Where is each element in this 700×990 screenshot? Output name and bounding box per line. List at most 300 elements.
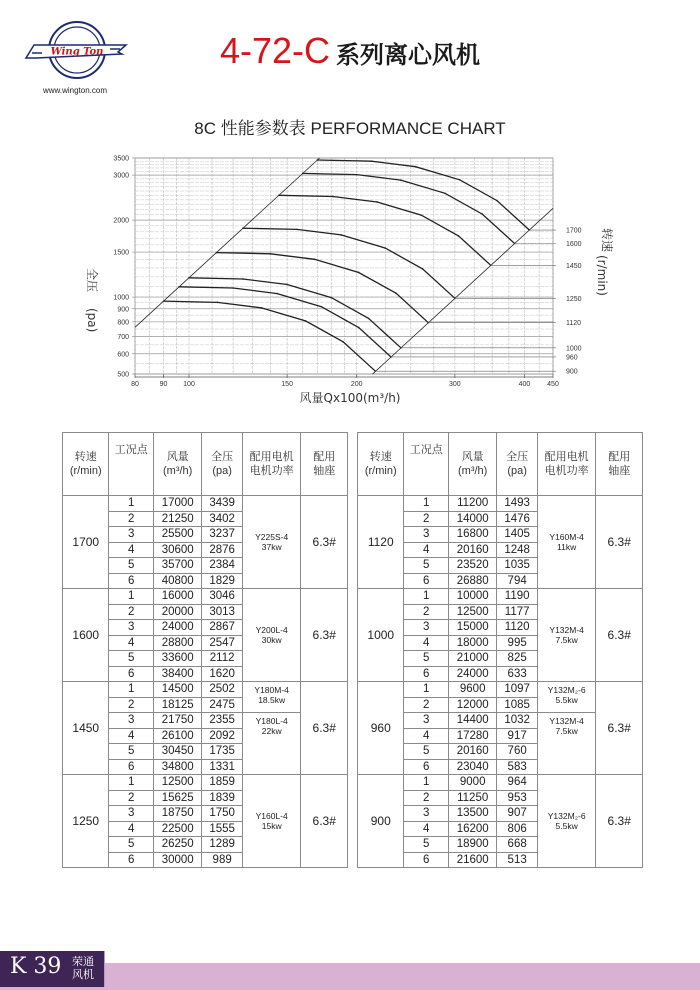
- flow-cell: 34800: [153, 759, 202, 775]
- motor-power: 18.5kw: [258, 695, 286, 705]
- y-tick-label: 800: [117, 319, 129, 327]
- data-point: [305, 320, 307, 322]
- data-point: [356, 174, 358, 176]
- flow-cell: 20160: [448, 542, 497, 558]
- point-cell: 4: [404, 728, 448, 744]
- motor-model: Y160M-4: [549, 532, 584, 542]
- pressure-cell: 2384: [202, 558, 242, 574]
- point-cell: 2: [404, 790, 448, 806]
- table-row: [358, 496, 643, 512]
- point-cell: 1: [404, 589, 448, 605]
- y-tick-label: 3000: [113, 172, 129, 180]
- x-tick-label: 450: [547, 381, 559, 388]
- pressure-cell: 1555: [202, 821, 242, 837]
- motor-model: Y132M-4: [549, 625, 584, 635]
- pressure-cell: 3237: [202, 527, 242, 543]
- flow-cell: 26880: [448, 573, 497, 589]
- pressure-cell: 2867: [202, 620, 242, 636]
- flow-cell: 22500: [153, 821, 202, 837]
- pressure-cell: 1035: [497, 558, 537, 574]
- y-axis-label-cn: 全压: [85, 267, 99, 293]
- performance-table-right: [357, 432, 643, 868]
- logo-text: Wing Ton: [50, 46, 104, 58]
- table-row: [63, 589, 348, 605]
- point-cell: 3: [404, 527, 448, 543]
- data-point: [371, 160, 373, 162]
- pressure-cell: 668: [497, 837, 537, 853]
- motor-cell: [242, 713, 301, 775]
- data-point: [276, 293, 278, 295]
- speed-tick-label: 900: [566, 368, 578, 376]
- point-cell: 3: [109, 620, 153, 636]
- data-point: [270, 253, 272, 255]
- motor-power: 22kw: [261, 726, 282, 736]
- y-tick-label: 2000: [113, 217, 129, 225]
- header-speed: 转速 (r/min): [358, 433, 404, 496]
- flow-cell: 17000: [153, 496, 202, 512]
- curve-1700: [317, 160, 529, 230]
- point-cell: 6: [404, 759, 448, 775]
- website-url: www.wington.com: [42, 86, 108, 95]
- pressure-cell: 1493: [497, 496, 537, 512]
- flow-cell: 40800: [153, 573, 202, 589]
- flow-cell: 20160: [448, 744, 497, 760]
- header-pressure: 全压 (pa): [497, 433, 537, 496]
- point-cell: 5: [404, 744, 448, 760]
- header-flow: 风量 (m³/h): [448, 433, 497, 496]
- point-cell: 6: [109, 573, 153, 589]
- table-row: [358, 775, 643, 791]
- pressure-cell: 1735: [202, 744, 242, 760]
- pressure-cell: 1032: [497, 713, 537, 729]
- speed-tick-label: 1600: [566, 241, 582, 249]
- motor-power: 37kw: [261, 542, 282, 552]
- motor-cell: [242, 775, 301, 868]
- flow-cell: 12500: [448, 604, 497, 620]
- performance-chart: [0, 140, 700, 410]
- seat-cell: 6.3#: [301, 775, 348, 868]
- flow-cell: 14400: [448, 713, 497, 729]
- point-cell: 6: [404, 852, 448, 868]
- point-cell: 2: [109, 511, 153, 527]
- point-cell: 4: [404, 542, 448, 558]
- flow-cell: 38400: [153, 666, 202, 682]
- data-point: [458, 235, 460, 237]
- pressure-cell: 1476: [497, 511, 537, 527]
- footer-brand-line2: 风机: [72, 968, 94, 981]
- motor-cell: [537, 682, 596, 713]
- data-point: [188, 277, 190, 279]
- point-cell: 1: [109, 682, 153, 698]
- flow-cell: 14000: [448, 511, 497, 527]
- speed-tick-label: 1450: [566, 262, 582, 270]
- seat-cell: 6.3#: [301, 682, 348, 775]
- y-tick-label: 900: [117, 306, 129, 314]
- pressure-cell: 806: [497, 821, 537, 837]
- speed-tick-label: 1120: [566, 320, 582, 328]
- flow-cell: 9600: [448, 682, 497, 698]
- motor-cell: [242, 589, 301, 682]
- motor-power: 11kw: [557, 542, 577, 552]
- flow-cell: 15625: [153, 790, 202, 806]
- point-cell: 4: [109, 542, 153, 558]
- flow-cell: 30600: [153, 542, 202, 558]
- data-point: [400, 179, 402, 181]
- motor-power: 5.5kw: [555, 695, 578, 705]
- y-axis-ticks: [113, 156, 129, 379]
- envelope-line-right: [372, 208, 553, 374]
- header-speed: 转速 (r/min): [63, 433, 109, 496]
- data-point: [415, 166, 417, 168]
- flow-cell: 23040: [448, 759, 497, 775]
- flow-cell: 17280: [448, 728, 497, 744]
- y2-axis-label-unit: (r/min): [595, 255, 609, 296]
- curve-1120: [216, 253, 428, 323]
- point-cell: 3: [109, 806, 153, 822]
- data-point: [317, 159, 319, 161]
- flow-cell: 24000: [448, 666, 497, 682]
- point-cell: 5: [404, 837, 448, 853]
- flow-cell: 11250: [448, 790, 497, 806]
- motor-power: 15kw: [261, 821, 282, 831]
- data-point: [302, 173, 304, 175]
- point-cell: 5: [109, 651, 153, 667]
- flow-cell: 16000: [153, 589, 202, 605]
- motor-cell: [537, 496, 596, 589]
- header-point: 工况点: [404, 433, 448, 496]
- point-cell: 3: [109, 527, 153, 543]
- footer-bar: [0, 963, 700, 990]
- curve-1450: [279, 195, 491, 265]
- flow-cell: 11200: [448, 496, 497, 512]
- flow-cell: 21000: [448, 651, 497, 667]
- flow-cell: 18750: [153, 806, 202, 822]
- pressure-cell: 989: [202, 852, 242, 868]
- data-point: [376, 201, 378, 203]
- flow-cell: 21600: [448, 852, 497, 868]
- point-cell: 6: [109, 759, 153, 775]
- pressure-cell: 907: [497, 806, 537, 822]
- data-point: [358, 272, 360, 274]
- y-tick-label: 600: [117, 351, 129, 359]
- model-name: 4-72-C: [219, 30, 331, 71]
- seat-cell: 6.3#: [596, 589, 643, 682]
- point-cell: 1: [404, 775, 448, 791]
- flow-cell: 26100: [153, 728, 202, 744]
- header-flow: 风量 (m³/h): [153, 433, 202, 496]
- y-tick-label: 1500: [113, 249, 129, 257]
- data-point: [496, 200, 498, 202]
- page-number: K 39: [10, 954, 62, 979]
- flow-cell: 20000: [153, 604, 202, 620]
- flow-cell: 12500: [153, 775, 202, 791]
- speed-tick-label: 1000: [566, 345, 582, 353]
- motor-model: Y160L-4: [255, 811, 288, 821]
- footer-page-tab: [0, 951, 105, 987]
- table-row: [63, 496, 348, 512]
- point-cell: 5: [109, 744, 153, 760]
- point-cell: 6: [404, 573, 448, 589]
- motor-cell: [537, 589, 596, 682]
- speed-cell: 1600: [63, 589, 109, 682]
- data-point: [163, 300, 165, 302]
- x-tick-label: 200: [350, 381, 363, 388]
- header-motor: 配用电机 电机功率: [537, 433, 596, 496]
- flow-cell: 30000: [153, 852, 202, 868]
- pressure-cell: 1097: [497, 682, 537, 698]
- pressure-cell: 2502: [202, 682, 242, 698]
- data-point: [332, 196, 334, 198]
- flow-cell: 13500: [448, 806, 497, 822]
- pressure-cell: 2547: [202, 635, 242, 651]
- y-axis-label-unit: (pa): [85, 308, 99, 333]
- point-cell: 1: [404, 682, 448, 698]
- point-cell: 1: [109, 589, 153, 605]
- data-point: [420, 214, 422, 216]
- x-tick-label: 150: [281, 381, 293, 388]
- pressure-cell: 1085: [497, 697, 537, 713]
- data-point: [482, 213, 484, 215]
- pressure-cell: 1829: [202, 573, 242, 589]
- data-point: [368, 318, 370, 320]
- pressure-cell: 2355: [202, 713, 242, 729]
- pressure-cell: 1177: [497, 604, 537, 620]
- flow-cell: 30450: [153, 744, 202, 760]
- seat-cell: 6.3#: [301, 589, 348, 682]
- y-tick-label: 1000: [113, 294, 129, 302]
- point-cell: 3: [404, 713, 448, 729]
- data-point: [261, 307, 263, 309]
- data-point: [459, 179, 461, 181]
- pressure-cell: 1839: [202, 790, 242, 806]
- motor-power: 7.5kw: [555, 635, 578, 645]
- point-cell: 3: [404, 806, 448, 822]
- point-cell: 1: [109, 496, 153, 512]
- flow-cell: 21250: [153, 511, 202, 527]
- pressure-cell: 1289: [202, 837, 242, 853]
- point-cell: 3: [404, 620, 448, 636]
- flow-cell: 24000: [153, 620, 202, 636]
- header-motor: 配用电机 电机功率: [242, 433, 301, 496]
- chart-subtitle: 8C 性能参数表 PERFORMANCE CHART: [194, 119, 506, 138]
- x-axis-label: 风量Qx100(m³/h): [299, 391, 401, 405]
- y2-axis-label-cn: 转速: [600, 227, 614, 253]
- data-point: [395, 292, 397, 294]
- header-pressure: 全压 (pa): [202, 433, 242, 496]
- pressure-cell: 917: [497, 728, 537, 744]
- seat-cell: 6.3#: [301, 496, 348, 589]
- x-tick-label: 300: [449, 381, 461, 388]
- table-header-row: [358, 433, 643, 496]
- pressure-cell: 953: [497, 790, 537, 806]
- motor-power: 5.5kw: [555, 821, 578, 831]
- pressure-cell: 513: [497, 852, 537, 868]
- table-row: [358, 589, 643, 605]
- point-cell: 5: [109, 837, 153, 853]
- y-tick-label: 500: [117, 371, 129, 379]
- header-seat: 配用 轴座: [596, 433, 643, 496]
- point-cell: 2: [109, 697, 153, 713]
- header-seat: 配用 轴座: [301, 433, 348, 496]
- flow-cell: 28800: [153, 635, 202, 651]
- flow-cell: 10000: [448, 589, 497, 605]
- speed-cell: 960: [358, 682, 404, 775]
- flow-cell: 23520: [448, 558, 497, 574]
- page-title: [0, 30, 700, 72]
- pressure-cell: 2876: [202, 542, 242, 558]
- pressure-cell: 995: [497, 635, 537, 651]
- seat-cell: 6.3#: [596, 496, 643, 589]
- point-cell: 3: [109, 713, 153, 729]
- point-cell: 4: [109, 728, 153, 744]
- table-row: [63, 775, 348, 791]
- flow-cell: 14500: [153, 682, 202, 698]
- speed-tick-label: 1250: [566, 295, 582, 303]
- x-tick-label: 100: [183, 381, 195, 388]
- data-point: [178, 286, 180, 288]
- data-point: [321, 306, 323, 308]
- pressure-cell: 1120: [497, 620, 537, 636]
- data-point: [216, 252, 218, 254]
- data-point: [232, 287, 234, 289]
- pressure-cell: 794: [497, 573, 537, 589]
- flow-cell: 25500: [153, 527, 202, 543]
- flow-cell: 12000: [448, 697, 497, 713]
- table-row: [63, 682, 348, 698]
- x-tick-label: 80: [131, 381, 139, 388]
- pressure-cell: 1859: [202, 775, 242, 791]
- data-point: [296, 229, 298, 231]
- performance-table-left: [62, 432, 348, 868]
- pressure-cell: 3013: [202, 604, 242, 620]
- point-cell: 1: [109, 775, 153, 791]
- y-tick-label: 700: [117, 334, 129, 342]
- header-point: 工况点: [109, 433, 153, 496]
- speed-cell: 1250: [63, 775, 109, 868]
- point-cell: 5: [404, 651, 448, 667]
- pressure-cell: 2112: [202, 651, 242, 667]
- table-row: [358, 682, 643, 698]
- data-point: [358, 327, 360, 329]
- pressure-cell: 1750: [202, 806, 242, 822]
- x-tick-label: 90: [159, 381, 168, 388]
- point-cell: 6: [404, 666, 448, 682]
- x-tick-label: 400: [518, 381, 531, 388]
- point-cell: 5: [404, 558, 448, 574]
- speed-cell: 1120: [358, 496, 404, 589]
- y-tick-label: 3500: [113, 155, 129, 163]
- point-cell: 4: [404, 821, 448, 837]
- motor-cell: [537, 713, 596, 775]
- title-cn: 系列离心风机: [336, 41, 481, 69]
- data-point: [330, 297, 332, 299]
- speed-cell: 1450: [63, 682, 109, 775]
- pressure-cell: 633: [497, 666, 537, 682]
- motor-model: Y132M₂-6: [547, 685, 586, 695]
- pressure-cell: 825: [497, 651, 537, 667]
- point-cell: 4: [109, 821, 153, 837]
- envelope-line-left: [135, 158, 320, 327]
- table-header-row: [63, 433, 348, 496]
- pressure-cell: 3439: [202, 496, 242, 512]
- point-cell: 4: [109, 635, 153, 651]
- pressure-cell: 583: [497, 759, 537, 775]
- pressure-cell: 760: [497, 744, 537, 760]
- point-cell: 2: [404, 511, 448, 527]
- pressure-cell: 1331: [202, 759, 242, 775]
- curve-900: [164, 301, 376, 371]
- pressure-cell: 1405: [497, 527, 537, 543]
- flow-cell: 18000: [448, 635, 497, 651]
- point-cell: 2: [109, 604, 153, 620]
- pressure-cell: 3402: [202, 511, 242, 527]
- point-cell: 2: [404, 604, 448, 620]
- motor-cell: [537, 775, 596, 868]
- pressure-cell: 964: [497, 775, 537, 791]
- motor-model: Y225S-4: [255, 532, 289, 542]
- flow-cell: 21750: [153, 713, 202, 729]
- motor-model: Y180L-4: [255, 716, 288, 726]
- footer-brand: [72, 955, 100, 981]
- point-cell: 4: [404, 635, 448, 651]
- data-point: [242, 278, 244, 280]
- motor-model: Y180M-4: [254, 685, 289, 695]
- flow-cell: 15000: [448, 620, 497, 636]
- chart-curves: [135, 158, 553, 374]
- flow-cell: 9000: [448, 775, 497, 791]
- flow-cell: 33600: [153, 651, 202, 667]
- pressure-cell: 1248: [497, 542, 537, 558]
- point-cell: 2: [109, 790, 153, 806]
- motor-cell: [242, 496, 301, 589]
- flow-cell: 18900: [448, 837, 497, 853]
- data-point: [342, 341, 344, 343]
- flow-cell: 16800: [448, 527, 497, 543]
- motor-model: Y132M₂-6: [547, 811, 586, 821]
- data-point: [340, 234, 342, 236]
- footer-brand-line1: 荣通: [72, 955, 94, 968]
- motor-model: Y200L-4: [255, 625, 288, 635]
- pressure-cell: 2092: [202, 728, 242, 744]
- pressure-cell: 1620: [202, 666, 242, 682]
- seat-cell: 6.3#: [596, 682, 643, 775]
- speed-cell: 1700: [63, 496, 109, 589]
- pressure-cell: 1190: [497, 589, 537, 605]
- point-cell: 2: [404, 697, 448, 713]
- data-point: [444, 192, 446, 194]
- speed-tick-label: 960: [566, 354, 578, 362]
- flow-cell: 18125: [153, 697, 202, 713]
- point-cell: 6: [109, 852, 153, 868]
- speed-cell: 900: [358, 775, 404, 868]
- flow-cell: 35700: [153, 558, 202, 574]
- point-cell: 1: [404, 496, 448, 512]
- data-point: [384, 247, 386, 249]
- data-point: [314, 259, 316, 261]
- motor-cell: [242, 682, 301, 713]
- data-point: [422, 268, 424, 270]
- curve-1250: [243, 228, 455, 298]
- point-cell: 6: [109, 666, 153, 682]
- data-point: [278, 194, 280, 196]
- motor-model: Y132M-4: [549, 716, 584, 726]
- data-point: [286, 284, 288, 286]
- motor-power: 7.5kw: [555, 726, 578, 736]
- x-axis-ticks: [131, 374, 559, 388]
- data-point: [242, 227, 244, 229]
- data-point: [217, 302, 219, 304]
- curve-1600: [303, 173, 515, 243]
